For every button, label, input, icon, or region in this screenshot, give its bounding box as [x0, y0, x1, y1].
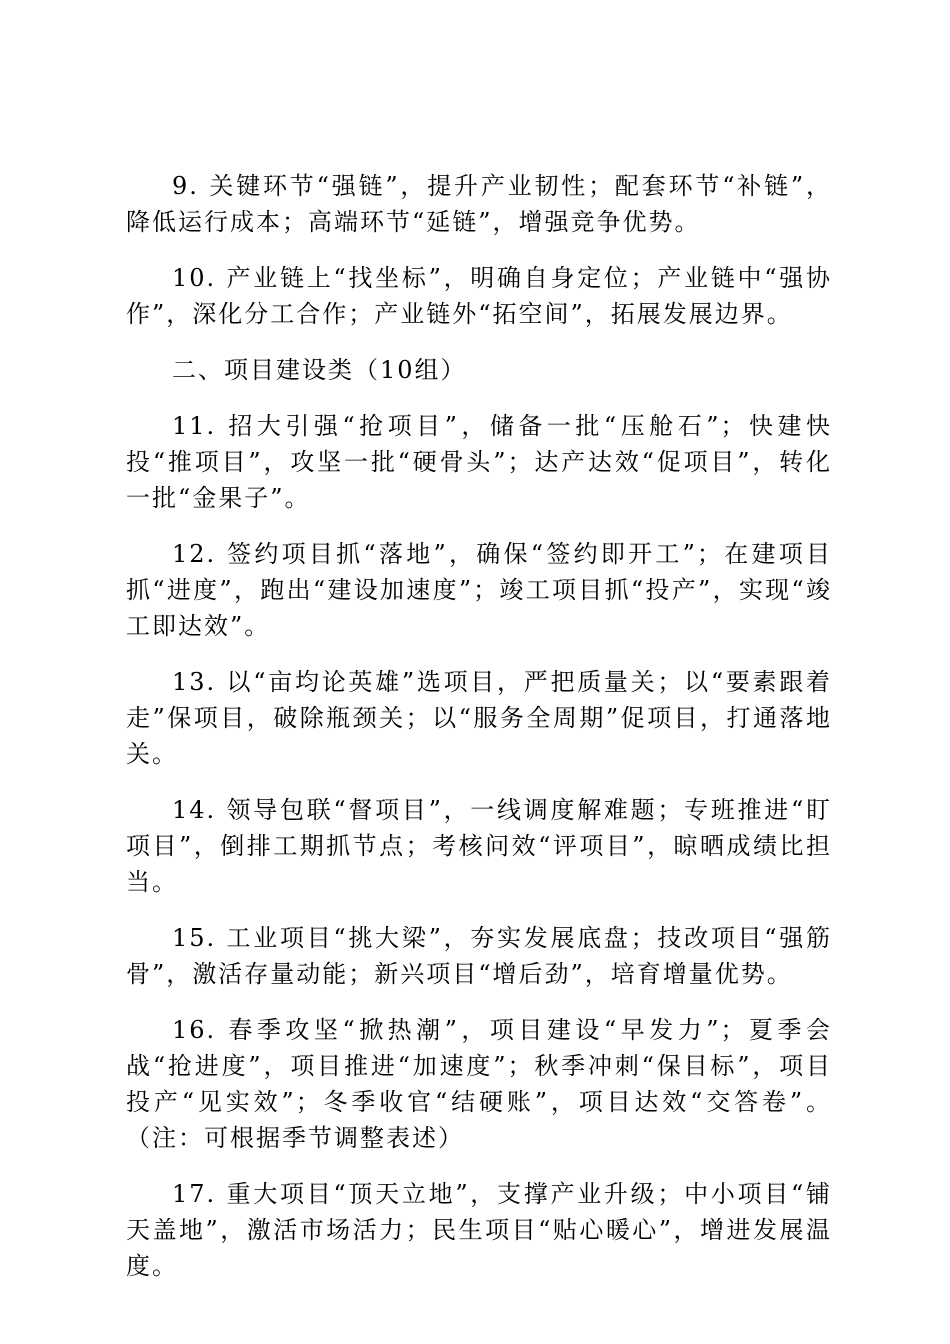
list-item-14	[126, 792, 832, 900]
item-number: 11.	[172, 412, 217, 440]
list-item-12	[126, 536, 832, 644]
item-text: 招大引强“抢项目”，储备一批“压舱石”；快建快投“推项目”，攻坚一批“硬骨头”；达产达效“促项目”，转化一批“金果子”。	[126, 412, 832, 512]
document-body	[126, 168, 832, 1304]
item-text: 领导包联“督项目”，一线调度解难题；专班推进“盯项目”，倒排工期抓节点；考核问效“评项目”，晾晒成绩比担当。	[126, 796, 832, 896]
list-item-9	[126, 168, 832, 240]
item-text: 春季攻坚“掀热潮”，项目建设“早发力”；夏季会战“抢进度”，项目推进“加速度”；秋季冲刺“保目标”，项目投产“见实效”；冬季收官“结硬账”，项目达效“交答卷”。（注：可根据季节调整表述）	[126, 1016, 832, 1152]
list-item-11	[126, 408, 832, 516]
item-number: 16.	[172, 1016, 217, 1044]
item-text: 产业链上“找坐标”，明确自身定位；产业链中“强协作”，深化分工合作；产业链外“拓空间”，拓展发展边界。	[126, 264, 832, 328]
item-number: 9.	[172, 172, 199, 200]
item-number: 15.	[172, 924, 217, 952]
section-heading: 二、项目建设类（10组）	[172, 356, 467, 384]
item-text: 关键环节“强链”，提升产业韧性；配套环节“补链”，降低运行成本；高端环节“延链”，增强竞争优势。	[126, 172, 832, 236]
item-text: 签约项目抓“落地”，确保“签约即开工”；在建项目抓“进度”，跑出“建设加速度”；竣工项目抓“投产”，实现“竣工即达效”。	[126, 540, 832, 640]
item-text: 重大项目“顶天立地”，支撑产业升级；中小项目“铺天盖地”，激活市场活力；民生项目“贴心暖心”，增进发展温度。	[126, 1180, 832, 1280]
item-number: 12.	[172, 540, 217, 568]
item-text: 以“亩均论英雄”选项目，严把质量关；以“要素跟着走”保项目，破除瓶颈关；以“服务全周期”促项目，打通落地关。	[126, 668, 832, 768]
item-number: 14.	[172, 796, 217, 824]
list-item-13	[126, 664, 832, 772]
item-number: 13.	[172, 668, 217, 696]
list-item-15	[126, 920, 832, 992]
item-number: 17.	[172, 1180, 217, 1208]
list-item-10	[126, 260, 832, 332]
list-item-16	[126, 1012, 832, 1156]
item-text: 工业项目“挑大梁”，夯实发展底盘；技改项目“强筋骨”，激活存量动能；新兴项目“增后劲”，培育增量优势。	[126, 924, 832, 988]
list-item-17	[126, 1176, 832, 1284]
item-number: 10.	[172, 264, 217, 292]
